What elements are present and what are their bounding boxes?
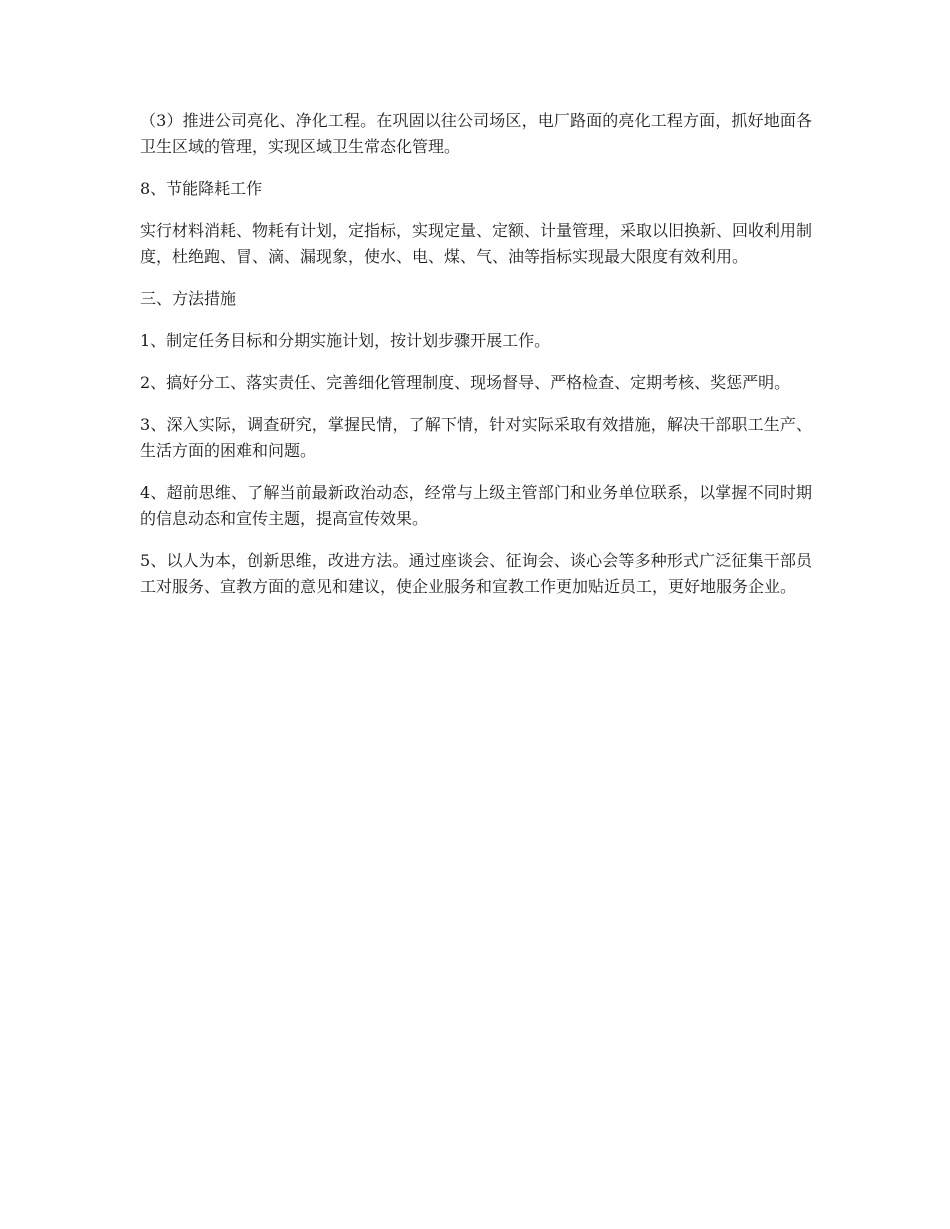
paragraph-method-4: 4、超前思维、了解当前最新政治动态，经常与上级主管部门和业务单位联系，以掌握不同时期的信息动态和宣传主题，提高宣传效果。: [140, 483, 812, 528]
paragraph-method-2: 2、搞好分工、落实责任、完善细化管理制度、现场督导、严格检查、定期考核、奖惩严明。: [140, 373, 791, 392]
paragraph-method-5: 5、以人为本，创新思维，改进方法。通过座谈会、征询会、谈心会等多种形式广泛征集干部员工对服务、宣教方面的意见和建议，使企业服务和宣教工作更加贴近员工，更好地服务企业。: [140, 551, 812, 596]
paragraph-method-1: 1、制定任务目标和分期实施计划，按计划步骤开展工作。: [140, 331, 551, 350]
paragraph-energy-saving: 实行材料消耗、物耗有计划，定指标，实现定量、定额、计量管理，采取以旧换新、回收利用制度，杜绝跑、冒、滴、漏现象，使水、电、煤、气、油等指标实现最大限度有效利用。: [140, 221, 813, 266]
paragraph-method-3: 3、深入实际，调查研究，掌握民情，了解下情，针对实际采取有效措施，解决干部职工生产、生活方面的困难和问题。: [140, 415, 812, 460]
section-heading-energy-saving: 8、节能降耗工作: [140, 179, 263, 198]
paragraph-lighting-project: （3）推进公司亮化、净化工程。在巩固以往公司场区，电厂路面的亮化工程方面，抓好地面各卫生区域的管理，实现区域卫生常态化管理。: [140, 111, 812, 156]
document-body: [140, 108, 812, 616]
section-heading-methods: 三、方法措施: [140, 289, 237, 308]
